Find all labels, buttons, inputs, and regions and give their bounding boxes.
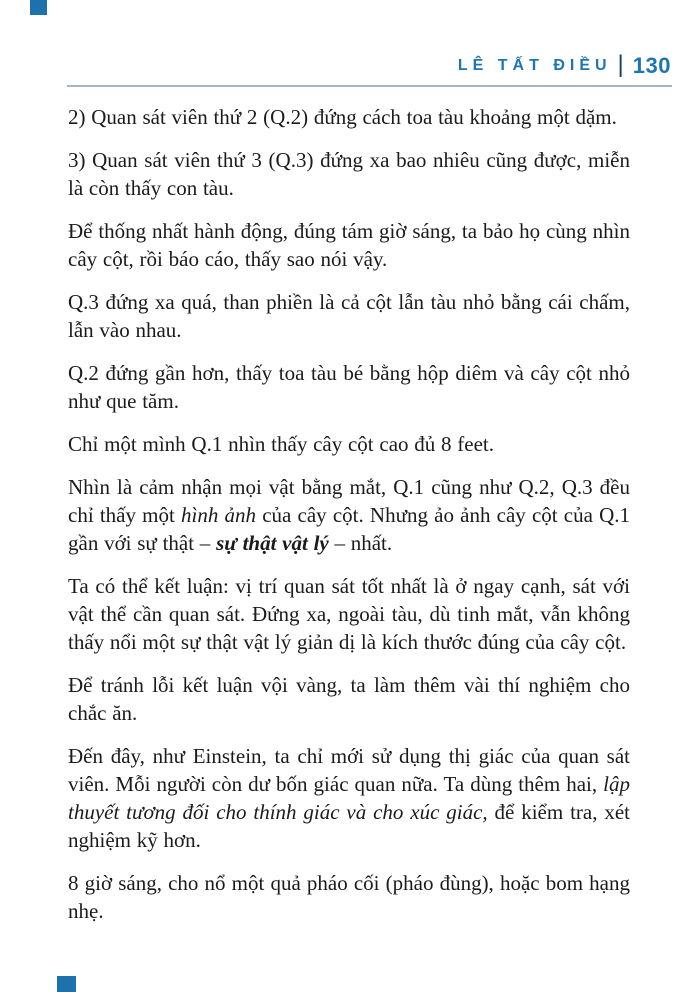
text-run: để kiểm tra, xét nghiệm kỹ hơn. [68,800,630,852]
paragraph [68,146,630,202]
text-run: của cây cột. Nhưng ảo ảnh cây cột của Q.1 gần với sự thật – [68,503,631,555]
text-run: Q.3 đứng xa quá, than phiền là cả cột lẫn tàu nhỏ bằng cái chấm, lẫn vào nhau. [68,290,630,342]
page-edge-mark-bottom-icon [57,976,76,992]
text-run: – nhất. [328,531,393,555]
paragraph [68,671,630,727]
text-run: Ta có thể kết luận: vị trí quan sát tốt nhất là ở ngay cạnh, sát với vật thể cần quan sát. Đứng xa, ngoài tàu, dù tinh mắt, vẫn không thấy nổi một sự thật vật lý giản dị là kích thước đúng của cây cột. [68,574,630,654]
text-run: 3) Quan sát viên thứ 3 (Q.3) đứng xa bao nhiêu cũng được, miễn là còn thấy con tàu. [68,148,630,200]
page-edge-mark-top-icon [30,0,47,15]
paragraph [68,742,630,854]
paragraph [68,217,630,273]
text-run: 2) Quan sát viên thứ 2 (Q.2) đứng cách toa tàu khoảng một dặm. [68,105,617,129]
header-divider: | [617,51,624,78]
paragraph [68,473,630,557]
paragraph [68,288,630,344]
paragraph [68,430,630,458]
page-number: 130 [632,53,671,78]
paragraph [68,869,630,925]
paragraph [68,572,630,656]
text-run: Nhìn là cảm nhận mọi vật bằng mắt, Q.1 cũng như Q.2, Q.3 đều chỉ thấy một [68,475,630,527]
paragraph [68,103,630,131]
paragraph [68,359,630,415]
text-run: Để thống nhất hành động, đúng tám giờ sáng, ta bảo họ cùng nhìn cây cột, rồi báo cáo, thấy sao nói vậy. [68,219,630,271]
text-run: Q.2 đứng gần hơn, thấy toa tàu bé bằng hộp diêm và cây cột nhỏ như que tăm. [68,361,630,413]
page-header [458,53,671,79]
text-run: 8 giờ sáng, cho nổ một quả pháo cối (pháo đùng), hoặc bom hạng nhẹ. [68,871,630,923]
running-head-author: LÊ TẤT ĐIỀU [457,57,612,74]
page-body [68,103,630,940]
header-rule [67,85,672,87]
text-run-italic: lập thuyết tương đối cho thính giác và cho xúc giác, [68,772,630,824]
text-run: Để tránh lỗi kết luận vội vàng, ta làm thêm vài thí nghiệm cho chắc ăn. [68,673,630,725]
text-run-italic: hình ảnh [181,503,257,527]
text-run: Chỉ một mình Q.1 nhìn thấy cây cột cao đủ 8 feet. [68,432,494,456]
text-run: Đến đây, như Einstein, ta chỉ mới sử dụng thị giác của quan sát viên. Mỗi người còn dư bốn giác quan nữa. Ta dùng thêm hai, [68,744,630,796]
text-run-bold-italic: sự thật vật lý [216,531,329,555]
